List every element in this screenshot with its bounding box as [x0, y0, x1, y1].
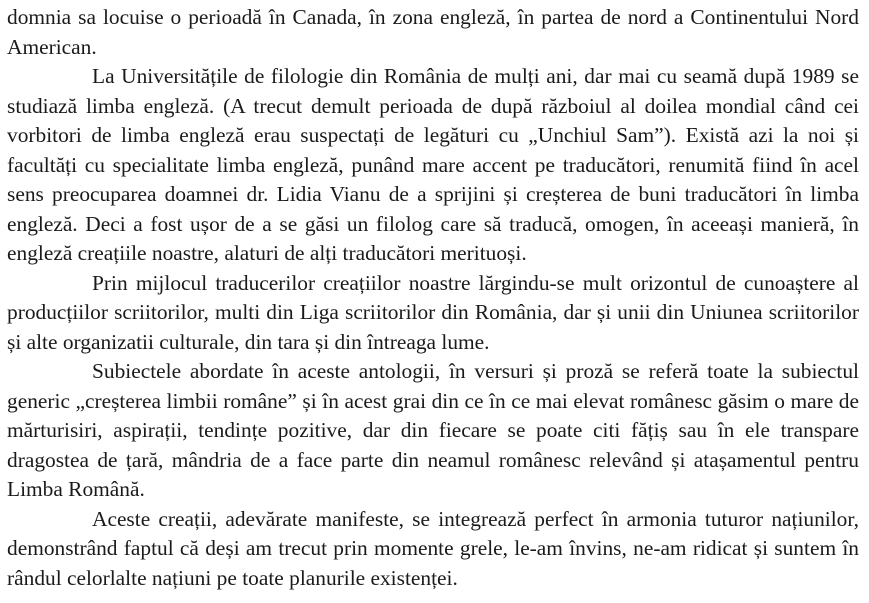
paragraph-2: La Universitățile de filologie din România de mulți ani, dar mai cu seamă după 1989 se studiază limba engleză. (A trecut demult perioada de după războiul al doilea mondial când cei vorbitori de limba engleză erau suspectați de legături cu „Unchiul Sam”). Există azi la noi și facultăți cu specialitate limba engleză, punând mare accent pe traducători, renumită fiind în acel sens preocuparea doamnei dr. Lidia Vianu de a sprijini și creșterea de buni traducători în limba engleză. Deci a fost ușor de a se găsi un filolog care să traducă, omogen, în aceeași manieră, în engleză creațiile noastre, alaturi de alți traducători merituoși. [7, 64, 859, 265]
paragraph-4: Subiectele abordate în aceste antologii, în versuri și proză se referă toate la subiectul generic „creșterea limbii române” și în acest grai din ce în ce mai elevat românesc găsim o mare de mărturisiri, aspirații, tendințe pozitive, dar din fiecare se poate citi fățiș sau în ele transpare dragostea de țară, mândria de a face parte din neamul românesc relevând și atașamentul pentru Limba Română. [7, 359, 859, 501]
document-page [7, 3, 859, 593]
paragraph-1: domnia sa locuise o perioadă în Canada, în zona engleză, în partea de nord a Continentului Nord American. [7, 5, 859, 59]
paragraph-3: Prin mijlocul traducerilor creațiilor noastre lărgindu-se mult orizontul de cunoaștere al producțiilor scriitorilor, multi din Liga scriitorilor din România, dar și unii din Uniunea scriitorilor și alte organizatii culturale, din tara și din întreaga lume. [7, 270, 859, 354]
paragraph-5: Aceste creații, adevărate manifeste, se integrează perfect în armonia tuturor națiunilor, demonstrând faptul că deși am trecut prin momente grele, le-am învins, ne-am ridicat și suntem în rândul celorlalte națiuni pe toate planurile existenței. [7, 506, 859, 590]
